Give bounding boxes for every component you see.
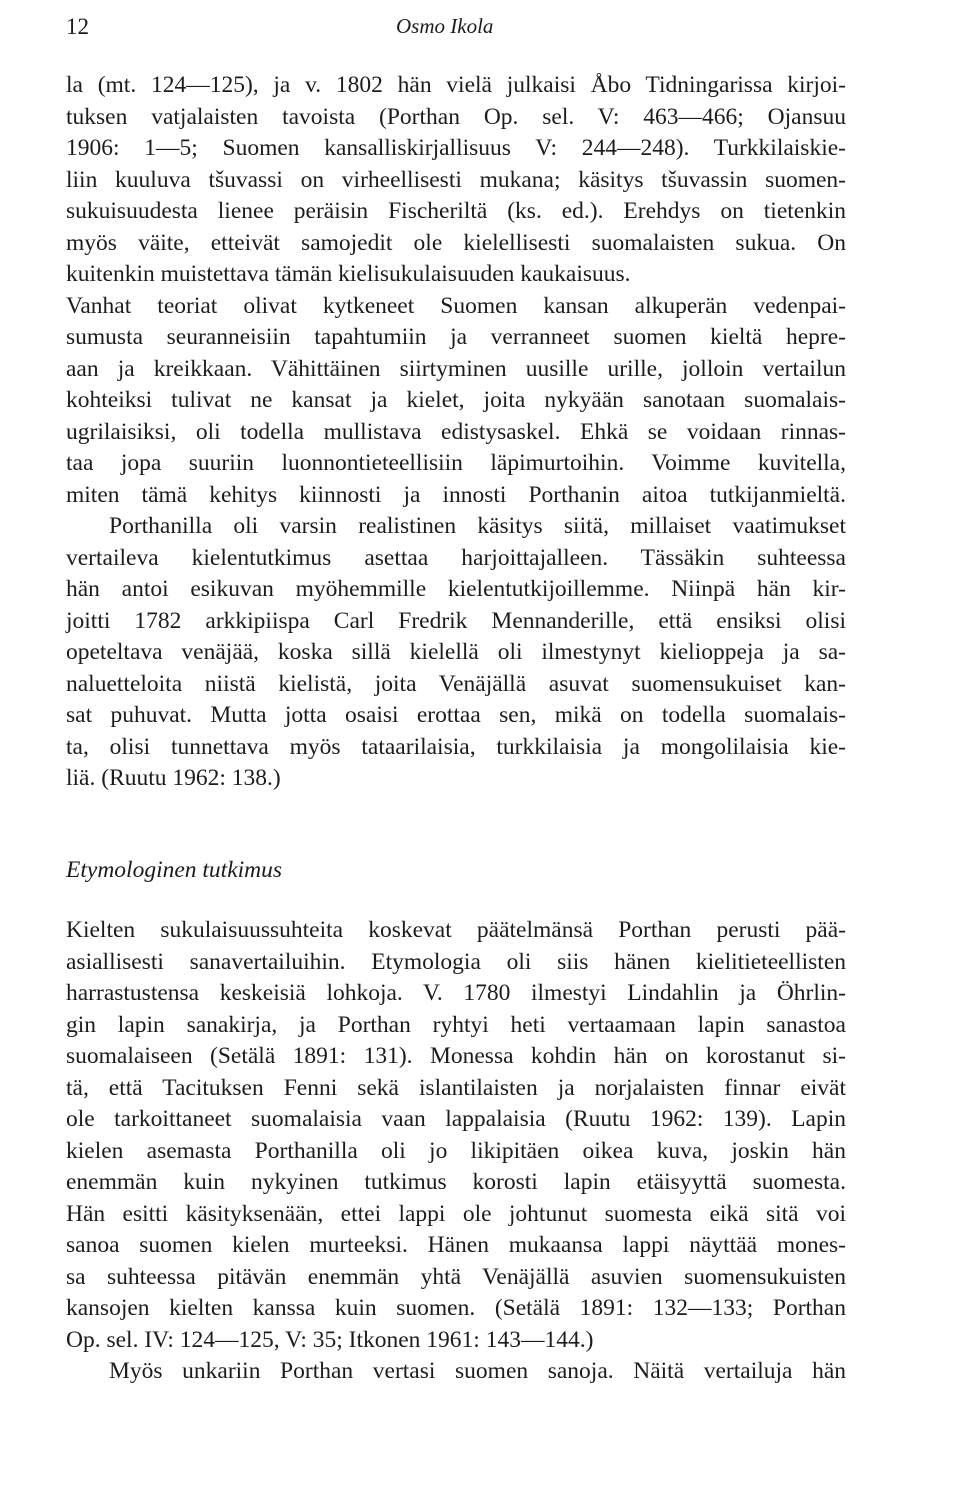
text-line: enemmän kuin nykyinen tutkimus korosti lapin etäisyyttä suomesta. bbox=[66, 1169, 846, 1195]
text-line: joitti 1782 arkkipiispa Carl Fredrik Mennanderille, että ensiksi olisi bbox=[66, 607, 846, 634]
section-heading: Etymologinen tutkimus bbox=[66, 857, 283, 883]
text-line: miten tämä kehitys kiinnosti ja innosti Porthanin aitoa tutkijanmieltä. bbox=[66, 481, 846, 508]
text-line: sat puhuvat. Mutta jotta osaisi erottaa sen, mikä on todella suomalais- bbox=[66, 702, 846, 728]
text-line: myös väite, etteivät samojedit ole kielellisesti suomalaisten sukua. On bbox=[66, 229, 846, 256]
text-line: Kielten sukulaisuussuhteita koskevat päätelmänsä Porthan perusti pää- bbox=[66, 917, 846, 943]
text-line: sa suhteessa pitävän enemmän yhtä Venäjällä asuvien suomensukuisten bbox=[66, 1263, 846, 1290]
text-line: taa jopa suuriin luonnontieteellisiin läpimurtoihin. Voimme kuvitella, bbox=[66, 450, 846, 476]
text-line: Hän esitti käsityksenään, ettei lappi ole johtunut suomesta eikä sitä voi bbox=[66, 1200, 846, 1227]
text-line: ole tarkoittaneet suomalaisia vaan lappalaisia (Ruutu 1962: 139). Lapin bbox=[66, 1106, 846, 1132]
text-line: sanoa suomen kielen murteeksi. Hänen mukaansa lappi näyttää mones- bbox=[66, 1232, 846, 1258]
section-2-text bbox=[66, 915, 846, 1388]
text-line: ugrilaisiksi, oli todella mullistava edistysaskel. Ehkä se voidaan rinnas- bbox=[66, 418, 846, 445]
text-line: tuksen vatjalaisten tavoista (Porthan Op. sel. V: 463—466; Ojansuu bbox=[66, 103, 846, 130]
text-line: naluetteloita niistä kielistä, joita Venäjällä asuvat suomensukuiset kan- bbox=[66, 670, 846, 697]
text-line: liä. (Ruutu 1962: 138.) bbox=[66, 765, 281, 791]
page-header bbox=[66, 14, 846, 54]
text-line: opeteltava venäjää, koska sillä kielellä oli ilmestynyt kielioppeja ja sa- bbox=[66, 639, 846, 665]
text-line: liin kuuluva tšuvassi on virheellisesti mukana; käsitys tšuvassin suomen- bbox=[66, 166, 846, 193]
text-line: la (mt. 124—125), ja v. 1802 hän vielä julkaisi Åbo Tidningarissa kirjoi- bbox=[66, 72, 846, 98]
section-1-text bbox=[66, 70, 846, 795]
text-line: aan ja kreikkaan. Vähittäinen siirtyminen uusille urille, jolloin vertailun bbox=[66, 355, 846, 382]
text-line: gin lapin sanakirja, ja Porthan ryhtyi heti vertaamaan lapin sanastoa bbox=[66, 1011, 846, 1038]
text-line: hän antoi esikuvan myöhemmille kielentutkijoillemme. Niinpä hän kir- bbox=[66, 576, 846, 602]
text-line: tä, että Tacituksen Fenni sekä islantilaisten ja norjalaisten finnar eivät bbox=[66, 1074, 846, 1101]
text-line: vertaileva kielentutkimus asettaa harjoittajalleen. Tässäkin suhteessa bbox=[66, 544, 846, 571]
text-line: kielen asemasta Porthanilla oli jo likipitäen oikea kuva, joskin hän bbox=[66, 1137, 846, 1164]
text-line: 1906: 1—5; Suomen kansalliskirjallisuus V: 244—248). Turkkilaiskie- bbox=[66, 135, 846, 161]
text-line: asiallisesti sanavertailuihin. Etymologia oli siis hänen kielitieteellisten bbox=[66, 948, 846, 975]
page-number: 12 bbox=[66, 14, 89, 39]
text-line: harrastustensa keskeisiä lohkoja. V. 1780 ilmestyi Lindahlin ja Öhrlin- bbox=[66, 980, 846, 1006]
text-line: kansojen kielten kanssa kuin suomen. (Setälä 1891: 132—133; Porthan bbox=[66, 1295, 846, 1321]
running-head: Osmo Ikola bbox=[396, 14, 494, 38]
text-line: Porthanilla oli varsin realistinen käsitys siitä, millaiset vaatimukset bbox=[109, 513, 846, 539]
text-line: Vanhat teoriat olivat kytkeneet Suomen kansan alkuperän vedenpai- bbox=[66, 292, 846, 319]
text-line: Myös unkariin Porthan vertasi suomen sanoja. Näitä vertailuja hän bbox=[109, 1358, 846, 1384]
text-line: suomalaiseen (Setälä 1891: 131). Monessa kohdin hän on korostanut si- bbox=[66, 1043, 846, 1069]
text-line: sukuisuudesta lienee peräisin Fischeriltä (ks. ed.). Erehdys on tietenkin bbox=[66, 198, 846, 224]
text-line: kuitenkin muistettava tämän kielisukulaisuuden kaukaisuus. bbox=[66, 261, 631, 287]
text-line: kohteiksi tulivat ne kansat ja kielet, joita nykyään sanotaan suomalais- bbox=[66, 387, 846, 413]
text-line: Op. sel. IV: 124—125, V: 35; Itkonen 1961: 143—144.) bbox=[66, 1326, 594, 1353]
text-line: ta, olisi tunnettava myös tataarilaisia, turkkilaisia ja mongolilaisia kie- bbox=[66, 733, 846, 760]
text-line: sumusta seuranneisiin tapahtumiin ja verranneet suomen kieltä hepre- bbox=[66, 324, 846, 350]
